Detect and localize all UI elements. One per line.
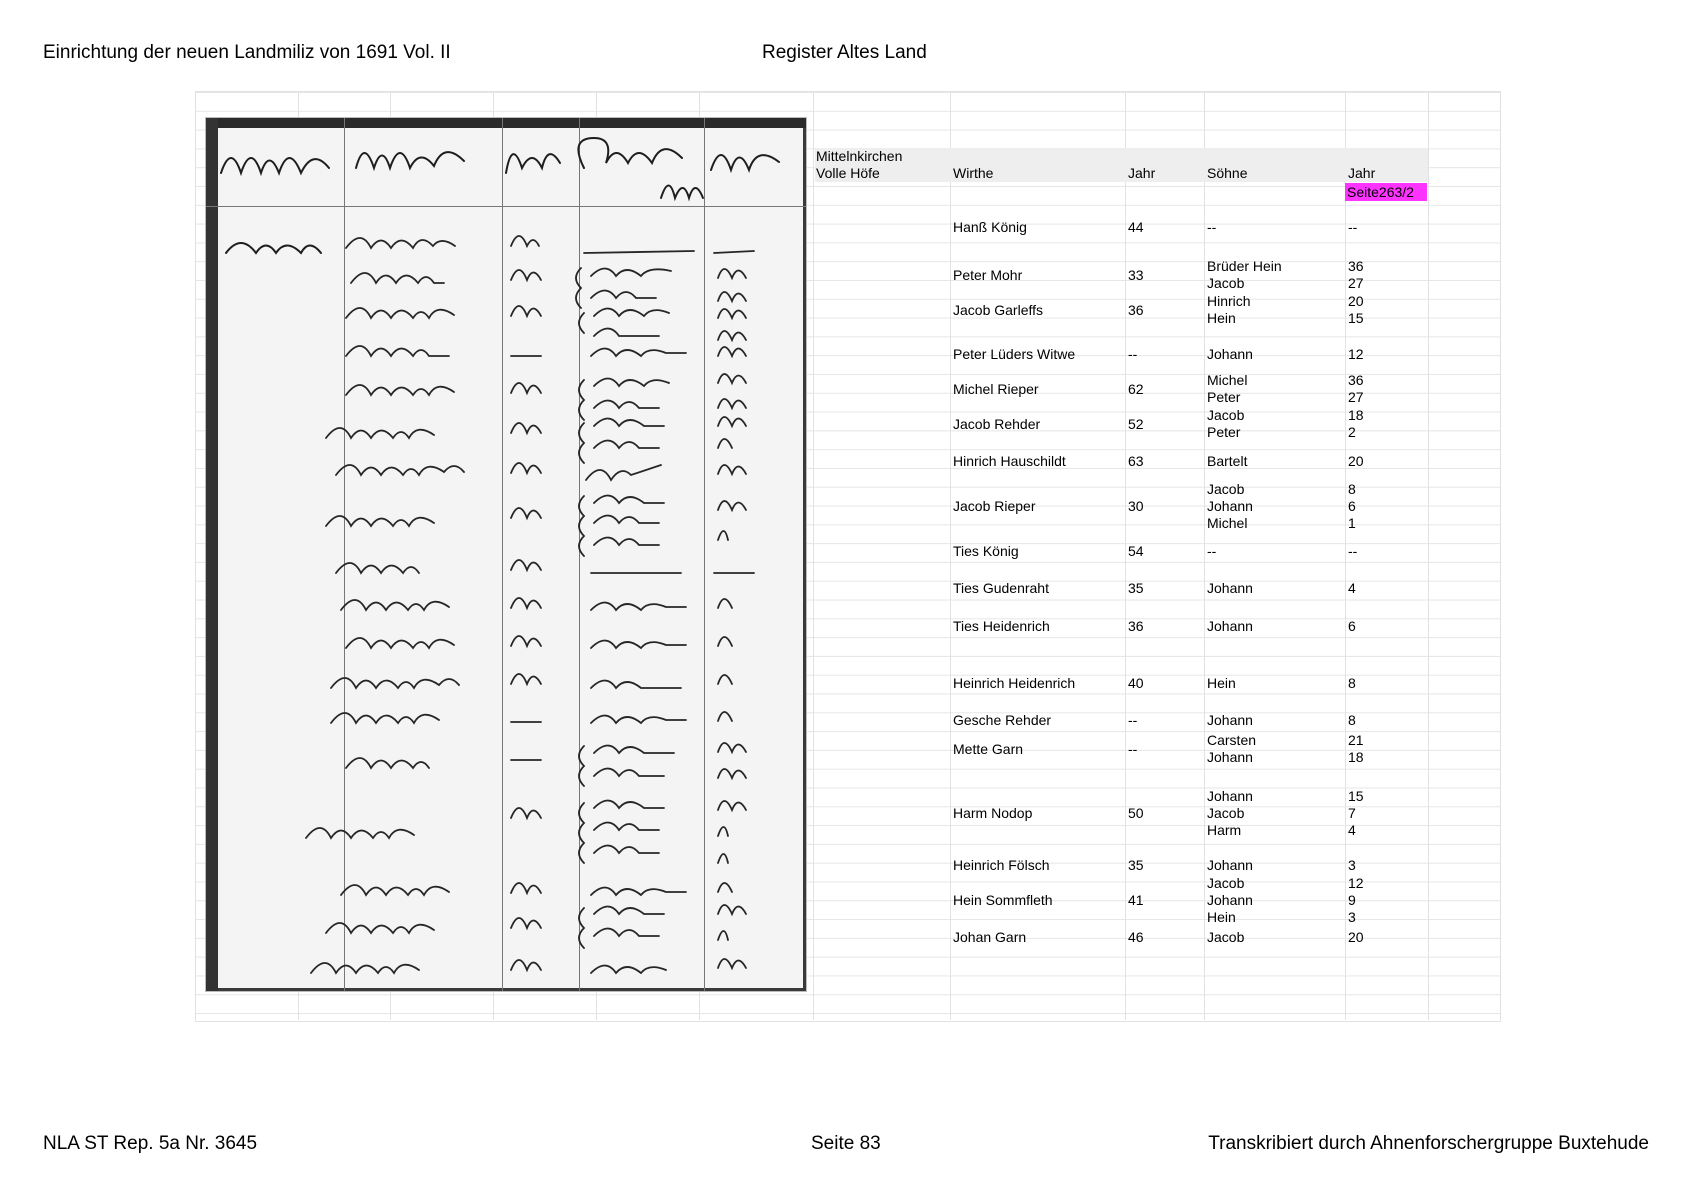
son-age: -- bbox=[1348, 543, 1358, 559]
householder-name: Johan Garn bbox=[953, 929, 1027, 945]
householder-age: 50 bbox=[1128, 805, 1144, 821]
son-name: Bartelt bbox=[1207, 453, 1248, 469]
son-name: Johann bbox=[1207, 498, 1253, 514]
householder-age: 44 bbox=[1128, 219, 1144, 235]
table-header-band bbox=[815, 148, 1428, 182]
son-name: Michel bbox=[1207, 372, 1248, 388]
son-age: 36 bbox=[1348, 372, 1364, 388]
son-name: Jacob bbox=[1207, 805, 1245, 821]
son-name: Peter bbox=[1207, 389, 1241, 405]
column-header-wirthe: Wirthe bbox=[953, 165, 994, 181]
householder-name: Michel Rieper bbox=[953, 380, 1039, 397]
householder-age: 54 bbox=[1128, 543, 1144, 559]
son-age: 8 bbox=[1348, 481, 1356, 497]
grid-column-line bbox=[1125, 91, 1126, 1020]
son-name: -- bbox=[1207, 219, 1217, 235]
son-age: 8 bbox=[1348, 712, 1356, 728]
column-header-soehne: Söhne bbox=[1207, 165, 1248, 181]
manuscript-scan-image bbox=[205, 117, 807, 992]
son-name: Jacob bbox=[1207, 929, 1245, 945]
householder-age: 36 bbox=[1128, 301, 1144, 318]
householder-name: Peter Lüders Witwe bbox=[953, 346, 1076, 362]
son-age: 20 bbox=[1348, 293, 1364, 309]
son-age: 27 bbox=[1348, 389, 1364, 405]
son-name: -- bbox=[1207, 543, 1217, 559]
document-title: Einrichtung der neuen Landmiliz von 1691 Vol. II bbox=[43, 42, 451, 63]
householder-age: -- bbox=[1128, 740, 1138, 757]
son-age: -- bbox=[1348, 219, 1358, 235]
son-name: Johann bbox=[1207, 712, 1253, 728]
son-name: Johann bbox=[1207, 788, 1253, 804]
column-header-place: Mittelnkirchen bbox=[816, 148, 903, 164]
son-name: Johann bbox=[1207, 857, 1253, 873]
page-reference-tag: Seite263/2 bbox=[1345, 183, 1427, 201]
grid-column-line bbox=[813, 91, 814, 1020]
son-age: 18 bbox=[1348, 407, 1364, 423]
son-age: 7 bbox=[1348, 805, 1356, 821]
householder-age: 41 bbox=[1128, 892, 1144, 908]
householder-name: Heinrich Heidenrich bbox=[953, 675, 1076, 691]
householder-age: 63 bbox=[1128, 453, 1144, 469]
son-name: Peter bbox=[1207, 424, 1241, 440]
son-name: Jacob bbox=[1207, 275, 1245, 291]
son-name: Jacob bbox=[1207, 407, 1245, 423]
son-age: 6 bbox=[1348, 498, 1356, 514]
register-title: Register Altes Land bbox=[762, 42, 927, 63]
son-age: 12 bbox=[1348, 875, 1364, 891]
householder-name: Harm Nodop bbox=[953, 805, 1033, 821]
handwriting-image bbox=[206, 118, 806, 991]
archive-reference: NLA ST Rep. 5a Nr. 3645 bbox=[43, 1133, 258, 1154]
householder-name: Jacob Rehder bbox=[953, 415, 1041, 432]
householder-age: -- bbox=[1128, 346, 1138, 362]
son-age: 15 bbox=[1348, 788, 1364, 804]
son-age: 18 bbox=[1348, 749, 1364, 765]
householder-age: 35 bbox=[1128, 857, 1144, 873]
son-name: Hein bbox=[1207, 675, 1236, 691]
son-name: Johann bbox=[1207, 580, 1253, 596]
grid-column-line bbox=[1428, 91, 1429, 1020]
son-age: 20 bbox=[1348, 929, 1364, 945]
page-number: Seite 83 bbox=[811, 1133, 881, 1154]
householder-name: Hanß König bbox=[953, 219, 1027, 235]
son-name: Jacob bbox=[1207, 481, 1245, 497]
son-name: Johann bbox=[1207, 618, 1253, 634]
householder-age: -- bbox=[1128, 712, 1138, 728]
son-name: Michel bbox=[1207, 515, 1248, 531]
son-age: 12 bbox=[1348, 346, 1364, 362]
son-name: Hinrich bbox=[1207, 293, 1251, 309]
son-name: Carsten bbox=[1207, 732, 1257, 748]
householder-name: Peter Mohr bbox=[953, 266, 1023, 283]
householder-name: Hinrich Hauschildt bbox=[953, 453, 1066, 469]
son-age: 27 bbox=[1348, 275, 1364, 291]
householder-name: Jacob Garleffs bbox=[953, 301, 1044, 318]
son-name: Brüder Hein bbox=[1207, 258, 1282, 274]
son-age: 21 bbox=[1348, 732, 1364, 748]
householder-age: 33 bbox=[1128, 266, 1144, 283]
householder-name: Mette Garn bbox=[953, 740, 1024, 757]
householder-name: Hein Sommfleth bbox=[953, 892, 1053, 908]
transcriber-credit: Transkribiert durch Ahnenforschergruppe Buxtehude bbox=[1208, 1133, 1649, 1154]
son-age: 1 bbox=[1348, 515, 1356, 531]
householder-age: 36 bbox=[1128, 618, 1144, 634]
householder-name: Heinrich Fölsch bbox=[953, 857, 1050, 873]
son-age: 2 bbox=[1348, 424, 1356, 440]
son-age: 36 bbox=[1348, 258, 1364, 274]
son-name: Hein bbox=[1207, 909, 1236, 925]
son-age: 4 bbox=[1348, 580, 1356, 596]
householder-age: 35 bbox=[1128, 580, 1144, 596]
householder-name: Gesche Rehder bbox=[953, 712, 1052, 728]
son-name: Hein bbox=[1207, 310, 1236, 326]
householder-age: 62 bbox=[1128, 380, 1144, 397]
son-name: Jacob bbox=[1207, 875, 1245, 891]
son-age: 8 bbox=[1348, 675, 1356, 691]
son-age: 15 bbox=[1348, 310, 1364, 326]
son-name: Johann bbox=[1207, 346, 1253, 362]
son-age: 4 bbox=[1348, 822, 1356, 838]
son-name: Johann bbox=[1207, 892, 1253, 908]
column-header-jahr: Jahr bbox=[1128, 165, 1156, 181]
son-age: 20 bbox=[1348, 453, 1364, 469]
householder-age: 52 bbox=[1128, 415, 1144, 432]
son-age: 3 bbox=[1348, 909, 1356, 925]
son-age: 6 bbox=[1348, 618, 1356, 634]
grid-column-line bbox=[1345, 91, 1346, 1020]
column-header-category: Volle Höfe bbox=[816, 165, 880, 181]
son-age: 3 bbox=[1348, 857, 1356, 873]
householder-name: Ties Gudenraht bbox=[953, 580, 1049, 596]
householder-name: Ties König bbox=[953, 543, 1019, 559]
son-age: 9 bbox=[1348, 892, 1356, 908]
son-name: Harm bbox=[1207, 822, 1242, 838]
son-name: Johann bbox=[1207, 749, 1253, 765]
householder-age: 30 bbox=[1128, 498, 1144, 514]
householder-age: 40 bbox=[1128, 675, 1144, 691]
householder-age: 46 bbox=[1128, 929, 1144, 945]
householder-name: Ties Heidenrich bbox=[953, 618, 1050, 634]
grid-column-line bbox=[950, 91, 951, 1020]
grid-column-line bbox=[1204, 91, 1205, 1020]
householder-name: Jacob Rieper bbox=[953, 498, 1036, 514]
column-header-jahr-sons: Jahr bbox=[1348, 165, 1376, 181]
